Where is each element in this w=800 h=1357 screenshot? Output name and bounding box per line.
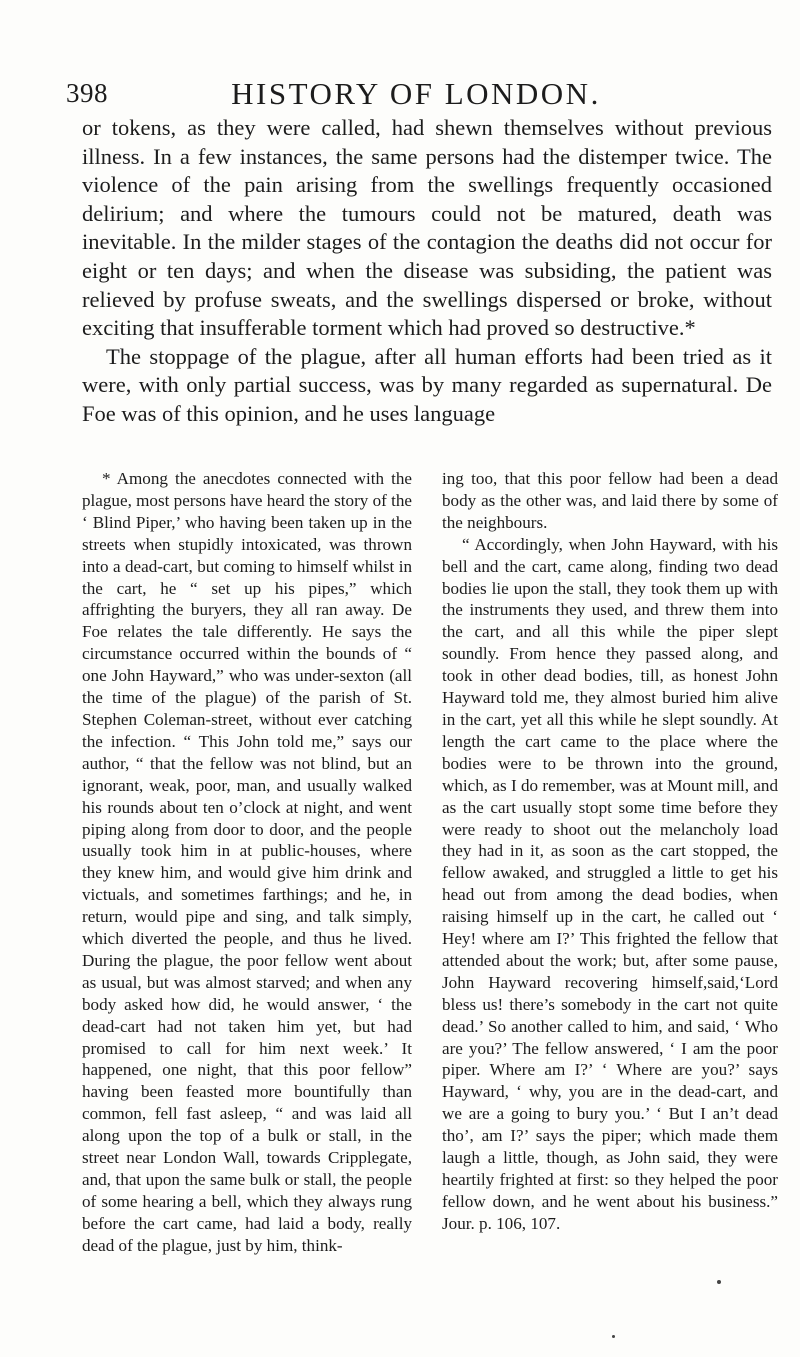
ink-mark <box>717 1280 721 1284</box>
body-paragraph-1: or tokens, as they were called, had shewn themselves without previous illness. In a few instances, the same persons had the distemper twice. The violence of the pain arising from the swellings frequently occasioned delirium; and where the tumours could not be matured, death was inevitable. In the milder stages of the contagion the deaths did not occur for eight or ten days; and when the disease was subsiding, the patient was relieved by profuse sweats, and the swellings dispersed or broke, without exciting that insufferable torment which had proved so destructive.* <box>82 115 772 341</box>
footnote-left-column <box>82 468 412 1257</box>
running-head <box>66 28 736 111</box>
ink-mark <box>612 1335 615 1338</box>
body-paragraph-2: The stoppage of the plague, after all human efforts had been tried as it were, with only partial success, was by many regarded as supernatural. De Foe was of this opinion, and he uses language <box>82 343 772 426</box>
footnote-paragraph: ing too, that this poor fellow had been a dead body as the other was, and laid there by some of the neighbours. <box>442 469 778 532</box>
running-title: HISTORY OF LONDON. <box>231 76 601 111</box>
footnote-right-column <box>442 468 778 1235</box>
main-text <box>82 114 772 429</box>
footnote <box>82 468 778 1348</box>
footnote-paragraph: “ Accordingly, when John Hayward, with his bell and the cart, came along, finding two dead bodies lie upon the stall, they took them up with the instruments they used, and threw them into the cart, and all this while the piper slept soundly. From hence they passed along, and took in other dead bodies, till, as honest John Hayward told me, they almost buried him alive in the cart, yet all this while he slept soundly. At length the cart came to the place where the bodies were to be thrown into the ground, which, as I do remember, was at Mount mill, and as the cart usually stopt some time before they were ready to shoot out the melancholy load they had in it, as soon as the cart stopped, the fellow awaked, and struggled a little to get his head out from among the dead bodies, when raising himself up in the cart, he called out ‘ Hey! where am I?’ This frighted the fellow that attended about the work; but, after some pause, John Hayward recovering himself,said,‘Lord bless us! there’s somebody in the cart not quite dead.’ So another called to him, and said, ‘ Who are you?’ The fellow answered, ‘ I am the poor piper. Where am I?’ ‘ Where are you?’ says Hayward, ‘ why, you are in the dead-cart, and we are a going to bury you.’ ‘ But I an’t dead tho’, am I?’ says the piper; which made them laugh a little, though, as John said, they were heartily frighted at first: so they helped the poor fellow down, and he went about his business.” Jour. p. 106, 107. <box>442 534 778 1233</box>
footnote-paragraph: * Among the anecdotes connected with the plague, most persons have heard the story of the ‘ Blind Piper,’ who having been taken up in the streets when stupidly intoxicated, was thrown into a dead-cart, but coming to himself whilst in the cart, he “ set up his pipes,” which affrighting the buryers, they all ran away. De Foe relates the tale differently. He says the circumstance occurred within the bounds of “ one John Hayward,” who was under-sexton (all the time of the plague) of the parish of St. Stephen Coleman-street, without ever catching the infection. “ This John told me,” says our author, “ that the fellow was not blind, but an ignorant, weak, poor, man, and usually walked his rounds about ten o’clock at night, and went piping along from door to door, and the people usually took him in at public-houses, where they knew him, and would give him drink and victuals, and sometimes farthings; and he, in return, would pipe and sing, and talk simply, which diverted the people, and thus he lived. During the plague, the poor fellow went about as usual, but was almost starved; and when any body asked how did, he would answer, ‘ the dead-cart had not taken him yet, but had promised to call for him next week.’ It happened, one night, that this poor fellow” having been feasted more bountifully than common, fell fast asleep, “ and was laid all along upon the top of a bulk or stall, in the street near London Wall, towards Cripplegate, and, that upon the same bulk or stall, the people of some hearing a bell, which they always rung before the cart came, had laid a body, really dead of the plague, just by him, think- <box>82 469 412 1255</box>
page-number: 398 <box>66 78 108 108</box>
